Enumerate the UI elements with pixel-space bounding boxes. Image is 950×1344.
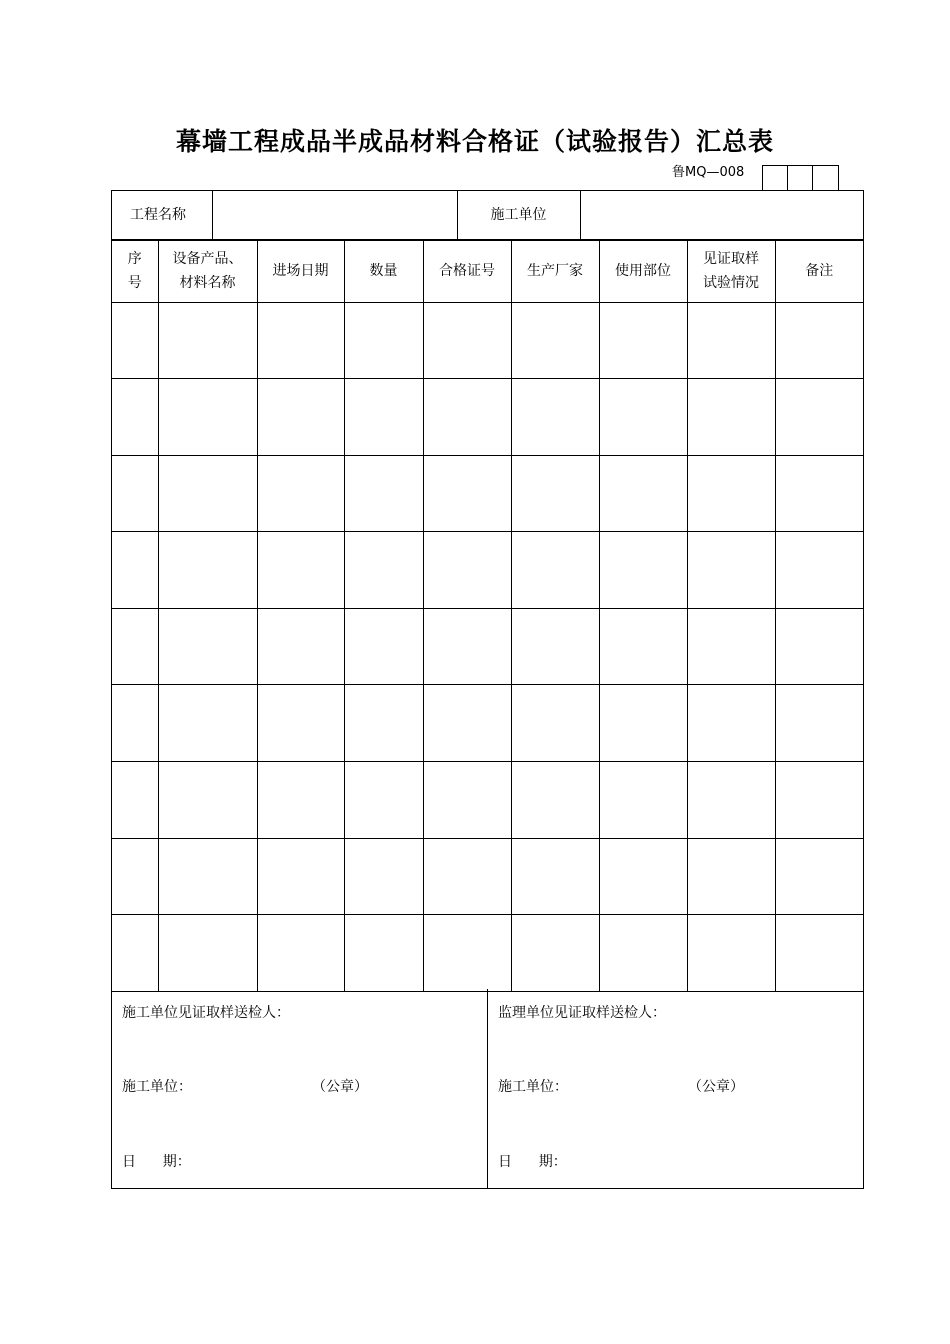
- table-cell[interactable]: [112, 685, 158, 762]
- table-cell[interactable]: [423, 838, 511, 915]
- code-box[interactable]: [788, 165, 814, 191]
- table-cell[interactable]: [257, 685, 344, 762]
- table-cell[interactable]: [158, 685, 257, 762]
- table-cell[interactable]: [599, 608, 687, 685]
- code-box[interactable]: [762, 165, 788, 191]
- table-cell[interactable]: [423, 915, 511, 992]
- table-cell[interactable]: [344, 608, 423, 685]
- column-header-material-name: 设备产品、 材料名称: [158, 240, 257, 302]
- table-row: [112, 455, 863, 532]
- project-name-label: 工程名称: [112, 191, 212, 239]
- table-row: [112, 608, 863, 685]
- table-cell[interactable]: [775, 762, 863, 839]
- table-cell[interactable]: [599, 685, 687, 762]
- column-header-entry-date: 进场日期: [257, 240, 344, 302]
- table-cell[interactable]: [687, 532, 775, 609]
- contractor-witness-label: 施工单位见证取样送检人：: [122, 1005, 290, 1021]
- table-cell[interactable]: [511, 608, 599, 685]
- table-cell[interactable]: [257, 302, 344, 379]
- table-cell[interactable]: [687, 608, 775, 685]
- table-cell[interactable]: [423, 685, 511, 762]
- table-cell[interactable]: [344, 455, 423, 532]
- column-header-certificate-no: 合格证号: [423, 240, 511, 302]
- table-cell[interactable]: [112, 915, 158, 992]
- table-cell[interactable]: [344, 685, 423, 762]
- supervisor-witness-label: 监理单位见证取样送检人：: [498, 1005, 666, 1021]
- table-cell[interactable]: [775, 302, 863, 379]
- table-cell[interactable]: [158, 762, 257, 839]
- table-row: [112, 685, 863, 762]
- column-header-usage-location: 使用部位: [599, 240, 687, 302]
- project-info-table: [112, 191, 863, 240]
- supervisor-signature-block: [488, 989, 863, 1188]
- column-header-remarks: 备注: [775, 240, 863, 302]
- table-cell[interactable]: [423, 379, 511, 456]
- table-cell[interactable]: [775, 608, 863, 685]
- supervisor-seal-label: （公章）: [688, 1079, 744, 1095]
- table-cell[interactable]: [344, 379, 423, 456]
- table-cell[interactable]: [423, 608, 511, 685]
- table-cell[interactable]: [158, 915, 257, 992]
- form-frame: [111, 190, 864, 1189]
- table-cell[interactable]: [687, 838, 775, 915]
- table-cell[interactable]: [257, 379, 344, 456]
- table-cell[interactable]: [257, 608, 344, 685]
- form-code: 鲁MQ—008: [672, 165, 745, 180]
- table-cell[interactable]: [511, 762, 599, 839]
- table-cell[interactable]: [687, 685, 775, 762]
- table-row: [112, 302, 863, 379]
- table-cell[interactable]: [112, 608, 158, 685]
- table-cell[interactable]: [599, 762, 687, 839]
- table-cell[interactable]: [423, 455, 511, 532]
- table-cell[interactable]: [112, 455, 158, 532]
- materials-table: [112, 240, 863, 992]
- table-row: [112, 762, 863, 839]
- code-boxes: [762, 165, 839, 191]
- table-cell[interactable]: [112, 379, 158, 456]
- construction-unit-field[interactable]: [580, 191, 863, 239]
- table-cell[interactable]: [257, 762, 344, 839]
- table-cell[interactable]: [423, 302, 511, 379]
- table-cell[interactable]: [511, 685, 599, 762]
- table-cell[interactable]: [511, 379, 599, 456]
- table-cell[interactable]: [158, 532, 257, 609]
- table-cell[interactable]: [599, 915, 687, 992]
- contractor-seal-label: （公章）: [312, 1079, 368, 1095]
- table-cell[interactable]: [257, 532, 344, 609]
- table-cell[interactable]: [599, 532, 687, 609]
- column-header-seq: 序 号: [112, 240, 158, 302]
- page-title: 幕墙工程成品半成品材料合格证（试验报告）汇总表: [175, 127, 774, 156]
- table-cell[interactable]: [687, 915, 775, 992]
- table-row: [112, 532, 863, 609]
- contractor-date-label: 日 期：: [122, 1154, 191, 1170]
- table-cell[interactable]: [112, 762, 158, 839]
- signature-section: [112, 989, 863, 1188]
- table-row: [112, 915, 863, 992]
- table-cell[interactable]: [423, 762, 511, 839]
- table-cell[interactable]: [775, 455, 863, 532]
- table-cell[interactable]: [158, 379, 257, 456]
- table-cell[interactable]: [511, 302, 599, 379]
- table-cell[interactable]: [344, 915, 423, 992]
- table-cell[interactable]: [599, 455, 687, 532]
- column-header-row: [112, 240, 863, 302]
- supervisor-date-label: 日 期：: [498, 1154, 567, 1170]
- table-cell[interactable]: [257, 915, 344, 992]
- table-cell[interactable]: [775, 685, 863, 762]
- table-row: [112, 379, 863, 456]
- table-cell[interactable]: [344, 532, 423, 609]
- table-cell[interactable]: [687, 455, 775, 532]
- table-cell[interactable]: [511, 532, 599, 609]
- table-cell[interactable]: [775, 915, 863, 992]
- table-cell[interactable]: [423, 532, 511, 609]
- table-cell[interactable]: [511, 915, 599, 992]
- table-cell[interactable]: [112, 302, 158, 379]
- table-cell[interactable]: [775, 532, 863, 609]
- table-cell[interactable]: [344, 302, 423, 379]
- table-cell[interactable]: [112, 532, 158, 609]
- table-cell[interactable]: [158, 838, 257, 915]
- table-cell[interactable]: [257, 838, 344, 915]
- table-cell[interactable]: [775, 379, 863, 456]
- table-cell[interactable]: [158, 608, 257, 685]
- supervisor-unit-label: 施工单位：: [498, 1079, 568, 1095]
- table-cell[interactable]: [511, 838, 599, 915]
- table-cell[interactable]: [344, 838, 423, 915]
- contractor-signature-block: [112, 989, 488, 1188]
- table-cell[interactable]: [158, 302, 257, 379]
- table-cell[interactable]: [257, 455, 344, 532]
- table-cell[interactable]: [112, 838, 158, 915]
- table-cell[interactable]: [599, 302, 687, 379]
- table-cell[interactable]: [775, 838, 863, 915]
- column-header-quantity: 数量: [344, 240, 423, 302]
- column-header-manufacturer: 生产厂家: [511, 240, 599, 302]
- contractor-unit-label: 施工单位：: [122, 1079, 192, 1095]
- project-name-field[interactable]: [212, 191, 457, 239]
- column-header-witness-test: 见证取样 试验情况: [687, 240, 775, 302]
- table-cell[interactable]: [158, 455, 257, 532]
- code-box[interactable]: [813, 165, 839, 191]
- table-cell[interactable]: [599, 379, 687, 456]
- table-row: [112, 838, 863, 915]
- construction-unit-label: 施工单位: [457, 191, 580, 239]
- table-cell[interactable]: [599, 838, 687, 915]
- table-cell[interactable]: [511, 455, 599, 532]
- table-cell[interactable]: [687, 379, 775, 456]
- table-cell[interactable]: [687, 302, 775, 379]
- table-cell[interactable]: [344, 762, 423, 839]
- table-cell[interactable]: [687, 762, 775, 839]
